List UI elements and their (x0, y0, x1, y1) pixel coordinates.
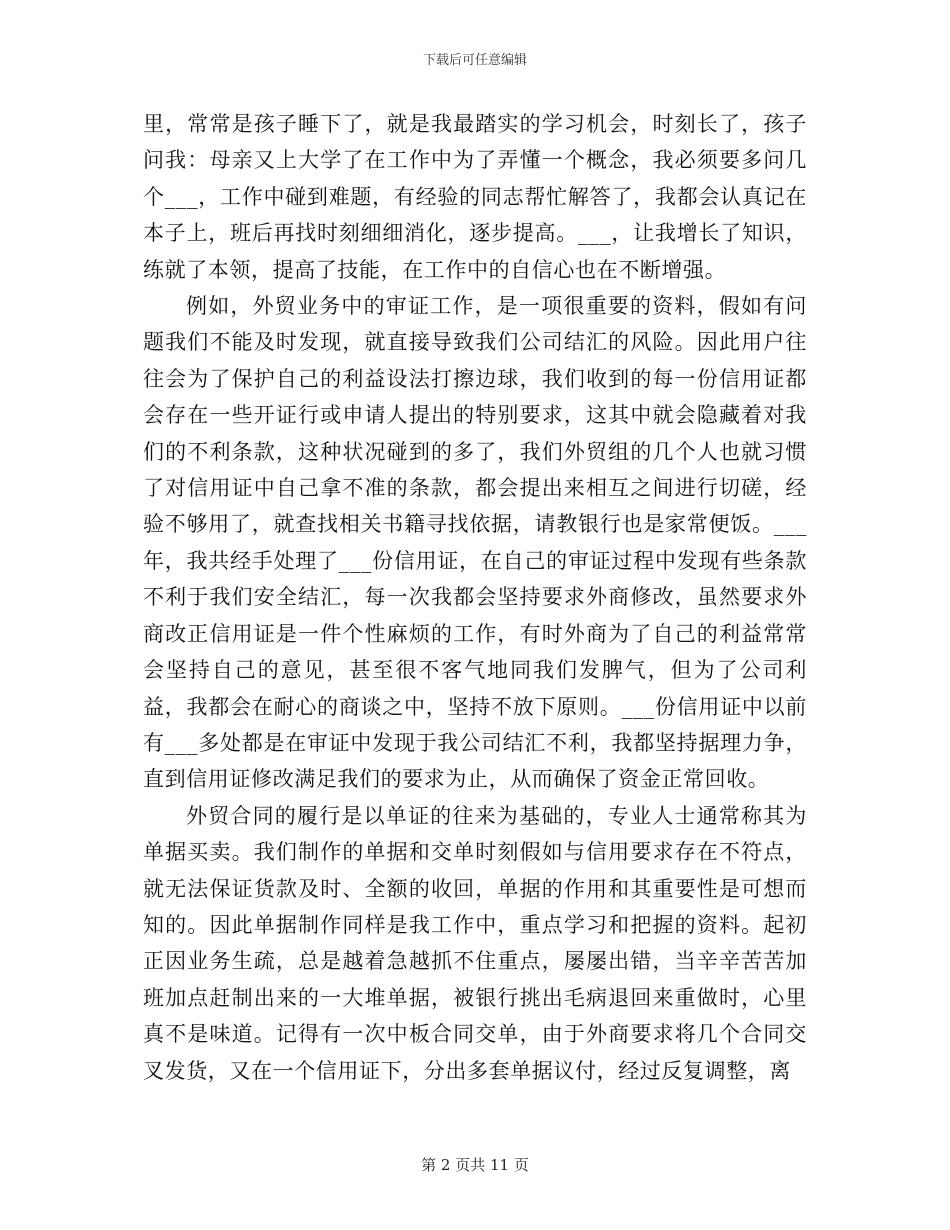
document-body (143, 106, 807, 1089)
page-footer: 第 2 页共 11 页 (421, 1156, 529, 1174)
paragraph-lc-review: 例如，外贸业务中的审证工作，是一项很重要的资料，假如有问题我们不能及时发现，就直接导致我们公司结汇的风险。因此用户往往会为了保护自己的利益设法打擦边球，我们收到的每一份信用证都会存在一些开证行或申请人提出的特别要求，这其中就会隐藏着对我们的不利条款，这种状况碰到的多了，我们外贸组的几个人也就习惯了对信用证中自己拿不准的条款，都会提出来相互之间进行切磋，经验不够用了，就查找相关书籍寻找依据，请教银行也是家常便饭。___年，我共经手处理了___份信用证，在自己的审证过程中发现有些条款不利于我们安全结汇，每一次我都会坚持要求外商修改，虽然要求外商改正信用证是一件个性麻烦的工作，有时外商为了自己的利益常常会坚持自己的意见，甚至很不客气地同我们发脾气，但为了公司利益，我都会在耐心的商谈之中，坚持不放下原则。___份信用证中以前有___多处都是在审证中发现于我公司结汇不利，我都坚持据理力争，直到信用证修改满足我们的要求为止，从而确保了资金正常回收。 (143, 294, 807, 792)
paragraph-documents: 外贸合同的履行是以单证的往来为基础的，专业人士通常称其为单据买卖。我们制作的单据和交单时刻假如与信用要求存在不符点，就无法保证货款及时、全额的收回，单据的作用和其重要性是可想而知的。因此单据制作同样是我工作中，重点学习和把握的资料。起初正因业务生疏，总是越着急越抓不住重点，屡屡出错，当辛辛苦苦加班加点赶制出来的一大堆单据，被银行挑出毛病退回来重做时，心里真不是味道。记得有一次中板合同交单，由于外商要求将几个合同交叉发货，又在一个信用证下，分出多套单据议付，经过反复调整，离 (143, 803, 807, 1083)
paragraph-continued: 里，常常是孩子睡下了，就是我最踏实的学习机会，时刻长了，孩子问我：母亲又上大学了在工作中为了弄懂一个概念，我必须要多问几个___，工作中碰到难题，有经验的同志帮忙解答了，我都会认真记在本子上，班后再找时刻细细消化，逐步提高。___，让我增长了知识，练就了本领，提高了技能，在工作中的自信心也在不断增强。 (143, 112, 807, 282)
page-header: 下载后可任意编辑 (422, 53, 527, 68)
